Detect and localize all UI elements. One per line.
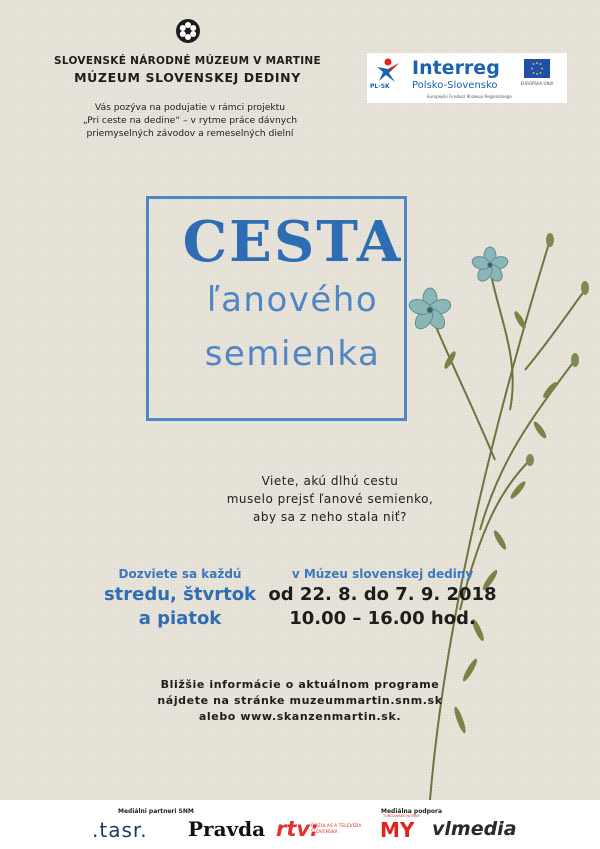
interreg-name: Interreg [412, 57, 500, 79]
org-name-line1: SLOVENSKÉ NÁRODNÉ MÚZEUM V MARTINE [54, 55, 321, 67]
snm-logo-icon [175, 18, 201, 44]
vlmedia-logo: vlmedia [432, 818, 517, 840]
invitation-line: Vás pozýva na podujatie v rámci projektu [94, 102, 286, 113]
org-name-line2: MÚZEUM SLOVENSKEJ DEDINY [74, 70, 301, 85]
pl-sk-figure-icon [371, 57, 405, 83]
schedule-lead: Dozviete sa každú [118, 567, 242, 581]
info-text [130, 677, 470, 725]
info-line: Bližšie informácie o aktuálnom programe [160, 678, 440, 691]
my-logo-subtitle: TURČIANSKE NOVINY [383, 814, 420, 818]
question-line: Viete, akú dlhú cestu [261, 474, 399, 488]
rtv-logo: rtv: [276, 817, 319, 841]
schedule-place: v Múzeu slovenskej dediny [291, 567, 474, 581]
info-line: nájdete na stránke muzeummartin.snm.sk [157, 694, 443, 707]
rtv-logo-subtitle [311, 824, 371, 836]
invitation-text [45, 101, 335, 140]
pravda-logo: Pravda [188, 817, 266, 841]
my-logo: MY [380, 818, 415, 842]
invitation-line: priemyselných závodov a remeselných dielní [86, 128, 294, 139]
title-line3: semienka [204, 334, 381, 374]
eu-flag-icon [524, 59, 550, 78]
media-partners-label: Mediálni partneri SNM [118, 808, 194, 815]
rtv-subtitle-line: ROZHLAS A TELEVÍZIA [311, 824, 362, 829]
title-line2: ľanového [206, 280, 379, 320]
info-line: alebo www.skanzenmartin.sk. [198, 710, 402, 723]
title-line1: CESTA [182, 209, 403, 275]
eu-flag-caption: EURÓPSKA ÚNIA [520, 81, 554, 86]
media-support-label: Mediálna podpora [381, 808, 443, 815]
interreg-tagline: Europejski Fundusz Rozwoju Regionalnego [427, 94, 512, 99]
footer-partners [0, 800, 600, 849]
pl-sk-badge: PL-SK [370, 83, 390, 90]
tasr-logo: .tasr. [92, 818, 148, 842]
interreg-subtitle: Polsko-Slovensko [412, 80, 498, 91]
schedule-hours: 10.00 – 16.00 hod. [289, 608, 476, 629]
question-line: aby sa z neho stala niť? [253, 510, 407, 524]
rtv-subtitle-line: SLOVENSKA [311, 830, 338, 835]
schedule-dates: od 22. 8. do 7. 9. 2018 [268, 584, 497, 605]
question-text [180, 472, 480, 526]
schedule-days-line2: a piatok [138, 608, 222, 629]
invitation-line: „Pri ceste na dedine“ – v rytme práce dávnych [82, 115, 298, 126]
schedule-days-line1: stredu, štvrtok [103, 584, 257, 605]
interreg-logo [367, 53, 567, 103]
question-line: muselo prejsť ľanové semienko, [226, 492, 434, 506]
